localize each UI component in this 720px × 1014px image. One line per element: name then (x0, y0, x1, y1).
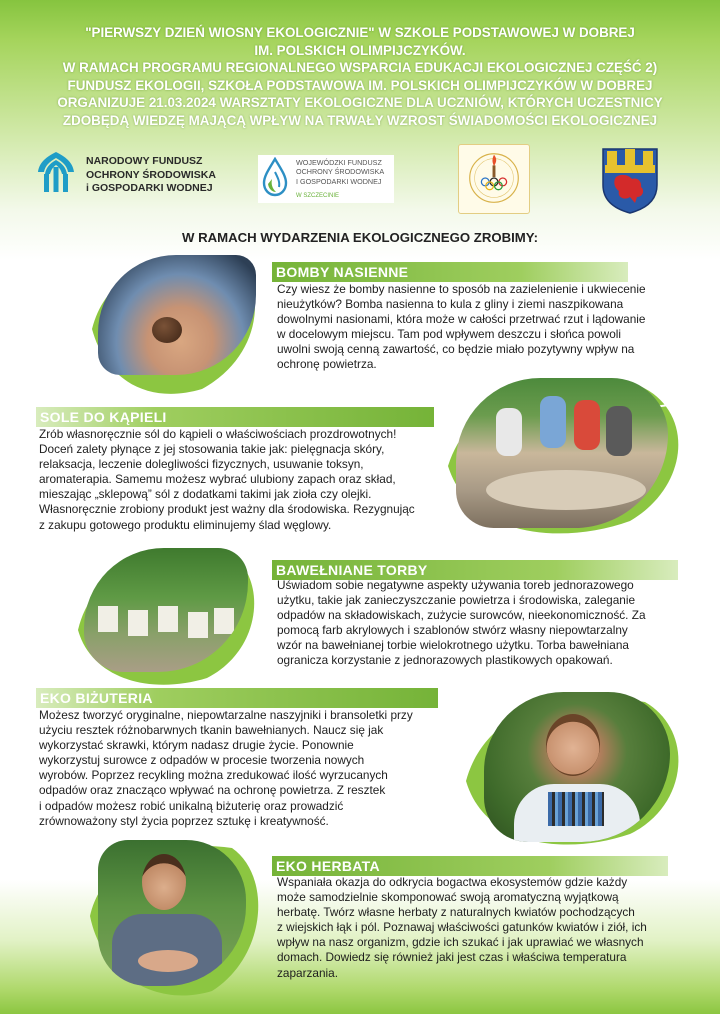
child-figure (606, 406, 632, 456)
text-line: w docelowym miejscu. Tam pod wpływem deszczu i słońca powoli (277, 327, 621, 342)
bag (128, 610, 148, 636)
header-line: ORGANIZUJE 21.03.2024 WARSZTATY EKOLOGICZNE DLA UCZNIÓW, KTÓRYCH UCZESTNICY (57, 95, 663, 111)
nfosigw-emblem-icon (36, 150, 76, 194)
text-line: ogranicza korzystanie z jednorazowych plastikowych opakowań. (277, 653, 613, 668)
text-line: Uświadom sobie negatywne aspekty używania toreb jednorazowego (277, 578, 634, 592)
section-title-torby: BAWEŁNIANE TORBY (272, 560, 678, 580)
text-line: użytku, takie jak zanieczyszczanie powietrza i środowiska, zaleganie (277, 593, 636, 608)
text-line: mieszając „sklepową” sól z dodatkami takimi jak zioła czy olejki. (39, 487, 372, 502)
school-olympic-emblem-icon (459, 145, 529, 213)
text-line: Własnoręcznie zrobiony produkt jest ważny dla środowiska. Rezygnując (39, 502, 415, 517)
seed-bomb (152, 317, 182, 343)
text-line: może samodzielnie skomponować swoją aromatyczną wyjątkową (277, 890, 619, 905)
section-title-bomby: BOMBY NASIENNE (272, 262, 628, 282)
text-line: wpływ na nasz organizm, gdzie ich szukać i jak uprawiać we własnych (277, 935, 644, 950)
wfosigw-line: OCHRONY ŚRODOWISKA (296, 167, 385, 177)
header-line: "PIERWSZY DZIEŃ WIOSNY EKOLOGICZNIE" W SZKOLE PODSTAWOWEJ W DOBREJ (85, 25, 635, 40)
text-line: aromaterapia. Samemu możesz wybrać ulubiony zapach oraz skład, (39, 472, 396, 487)
text-line: nieużytków? Bomba nasienna to kula z gliny i ziemi naszpikowana (277, 297, 624, 312)
text-line: Zrób własnoręcznie sól do kąpieli o właściwościach prozdrowotnych! (39, 427, 397, 441)
text-line: wyrobów. Poprzez recykling można zredukować ilość wyrzucanych (39, 768, 388, 783)
section-text-bizuteria (39, 708, 443, 829)
text-line: z wiejskich łąk i pól. Poznawaj właściwości gatunków kwiatów i ziół, ich (277, 920, 647, 935)
hands-with-herbs (138, 950, 198, 972)
wfosigw-line: I GOSPODARKI WODNEJ (296, 176, 382, 186)
text-line: uwolni swoją cenną zawartość, co będzie miało pozytywny wpływ na (277, 342, 635, 357)
header-line: FUNDUSZ EKOLOGII, SZKOŁA PODSTAWOWA IM. POLSKICH OLIMPIJCZYKÓW W DOBREJ (67, 77, 653, 93)
bag (98, 606, 118, 632)
coat-of-arms-logo (599, 145, 661, 215)
main-title: W RAMACH WYDARZENIA EKOLOGICZNEGO ZROBIMY: (181, 230, 539, 245)
text-line: domach. Dowiedz się również jaki jest czas i właściwa temperatura (277, 950, 627, 965)
text-line: wykorzystuj surowce z odpadów w procesie tworzenia nowych (39, 753, 365, 768)
text-line: wzór na bawełnianej torbie wielokrotnego użytku. Torba bawełniana (277, 638, 629, 653)
text-line: wykorzystać skrawki, którym nadasz drugie życie. Ponownie (39, 738, 354, 753)
wfosigw-subtitle: W SZCZECINIE (296, 193, 339, 199)
text-line: odpadów na składowiskach, zużycie surowców, nieekonomiczność. Za (277, 608, 646, 623)
wfosigw-line: WOJEWÓDZKI FUNDUSZ (296, 158, 382, 167)
text-line: relaksacja, leczenie dolegliwości fizycznych, usuwanie toksyn, (39, 457, 364, 472)
text-line: i odpadów możesz robić unikalną biżuterię oraz prowadzić (39, 798, 344, 813)
text-line: herbatę. Twórz własne herbaty z naturalnych kwiatów pochodzących (277, 905, 635, 920)
nfosigw-name (86, 155, 216, 196)
school-logo (458, 144, 530, 214)
text-line: użyciu resztek różnobarwnych tkanin bawełnianych. Naucz się jak (39, 723, 384, 738)
section-text-sole (39, 427, 443, 533)
section-text-herbata (277, 875, 681, 981)
text-line: Czy wiesz że bomby nasienne to sposób na zazielenienie i ukwiecenie (277, 282, 646, 296)
text-line: odpadów oraz znacząco wpływać na ochronę powietrza. Z resztek (39, 783, 386, 798)
section-title-herbata: EKO HERBATA (272, 856, 668, 876)
text-line: ochronę powietrza. (277, 357, 377, 372)
poster-header (22, 24, 698, 130)
girl-face (546, 714, 600, 776)
text-line: Możesz tworzyć oryginalne, niepowtarzalne naszyjniki i bransoletki przy (39, 708, 413, 722)
girl-face (142, 854, 186, 910)
header-line: ZDOBĘDĄ WIEDZĘ MAJĄCĄ WPŁYW NA TRWAŁY WZROST ŚWIADOMOŚCI EKOLOGICZNEJ (62, 112, 658, 128)
table (486, 470, 646, 510)
bag (158, 606, 178, 632)
coat-of-arms-icon (599, 145, 661, 215)
section-title-bizuteria: EKO BIŻUTERIA (36, 688, 438, 708)
header-line: W RAMACH PROGRAMU REGIONALNEGO WSPARCIA EDUKACJI EKOLOGICZNEJ CZĘŚĆ 2) (62, 60, 658, 76)
child-figure (496, 408, 522, 456)
nfosigw-line: NARODOWY FUNDUSZ (86, 155, 203, 167)
section-text-bomby (277, 282, 677, 373)
text-line: z zakupu gotowego produktu eliminujemy ślad węglowy. (39, 517, 332, 532)
text-line: dowolnymi nasionami, która może w całości przetrwać rzut i lądowanie (277, 312, 646, 327)
wfosigw-name (296, 158, 384, 186)
header-line: IM. POLSKICH OLIMPIJCZYKÓW. (254, 42, 466, 58)
section-title-sole: SOLE DO KĄPIELI (36, 407, 434, 427)
child-figure (540, 396, 566, 448)
bag (188, 612, 208, 638)
nfosigw-logo (36, 150, 236, 198)
section-text-torby (277, 578, 681, 669)
text-line: zaparzania. (277, 965, 338, 980)
water-drop-icon (260, 157, 290, 197)
child-figure (574, 400, 600, 450)
nfosigw-line: i GOSPODARKI WODNEJ (86, 182, 213, 194)
nfosigw-line: OCHRONY ŚRODOWISKA (86, 168, 216, 181)
bag (214, 608, 234, 634)
text-line: Wspaniała okazja do odkrycia bogactwa ekosystemów gdzie każdy (277, 875, 628, 889)
text-line: zrównoważony styl życia poprzez sztukę i kreatywność. (39, 813, 329, 828)
wfosigw-logo (258, 155, 394, 203)
text-line: Doceń zalety płynące z jej stosowania takie jak: pielęgnacja skóry, (39, 442, 385, 457)
necklace (548, 792, 604, 826)
text-line: pomocą farb akrylowych i szablonów stwórz własny niepowtarzalny (277, 623, 628, 638)
